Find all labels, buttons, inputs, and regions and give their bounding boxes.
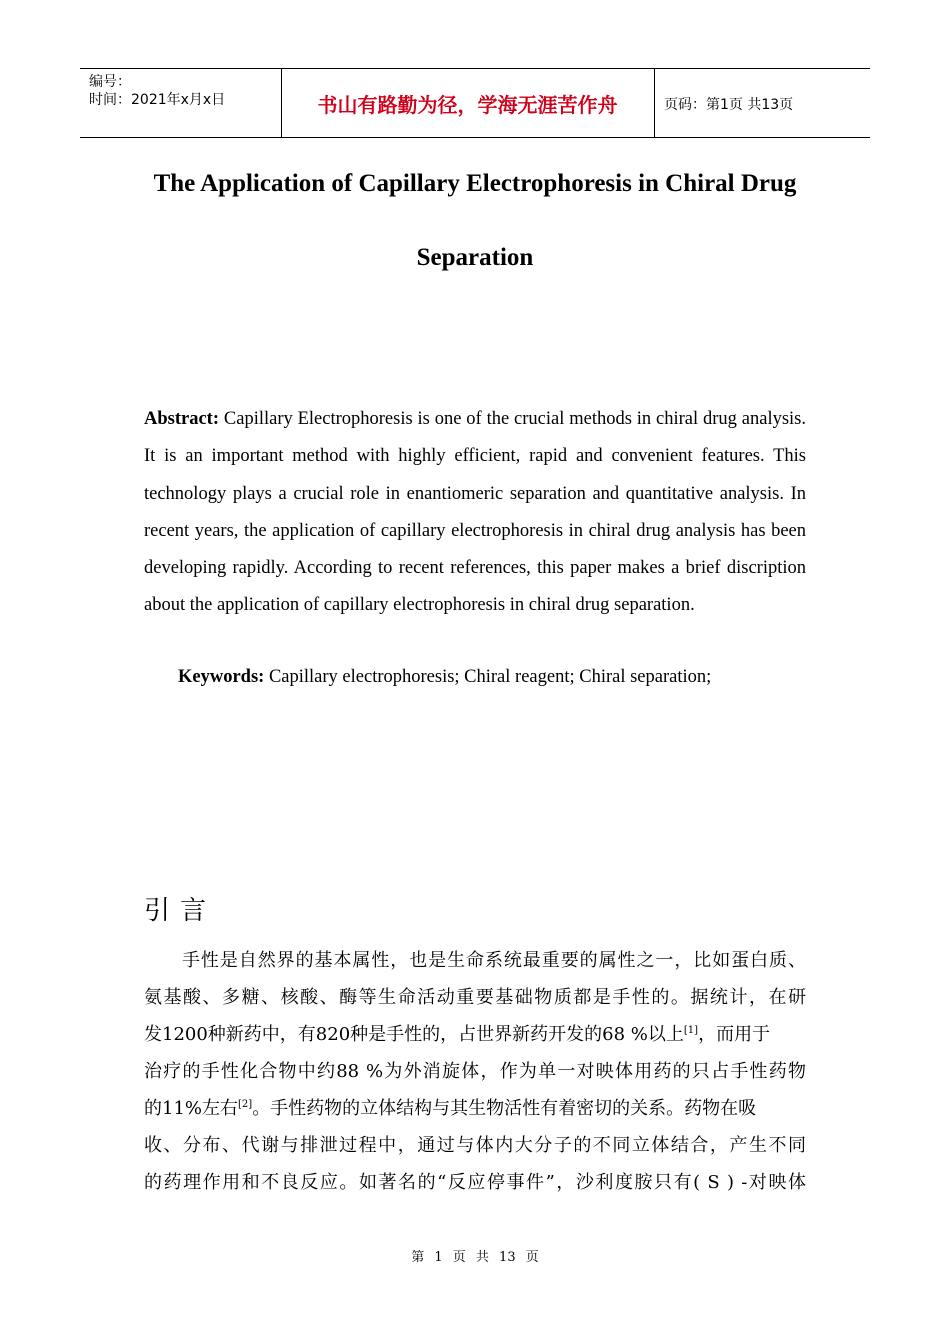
header-page-info: 页码：第1页 共13页 <box>664 97 794 113</box>
doc-number-label: 编号： <box>89 74 131 90</box>
body-line-6: 收、分布、代谢与排泄过程中，通过与体内大分子的不同立体结合，产生不同 <box>144 1135 806 1156</box>
body-line-1: 手性是自然界的基本属性，也是生命系统最重要的属性之一，比如蛋白质、 <box>182 950 806 971</box>
abstract-paragraph <box>144 401 806 625</box>
abstract-text: Capillary Electrophoresis is one of the crucial methods in chiral drug analysis. It is an important method with highly efficient, rapid and convenient features. This technology plays a crucial role in enantiomeric separation and quantitative analysis. In recent years, the application of capillary electrophoresis in chiral drug analysis has been developing rapidly. According to recent references, this paper makes a brief discription about the application of capillary electrophoresis in chiral drug separation. <box>144 409 807 616</box>
section-heading: 引言 <box>144 896 217 926</box>
header-middle-cell <box>281 69 655 137</box>
keywords-line <box>178 660 711 694</box>
reference-1: [1] <box>683 1025 699 1036</box>
body-line-5-tail: 。手性药物的立体结构与其生物活性有着密切的关系。药物在吸 <box>252 1098 757 1119</box>
header-motto: 书山有路勤为径，学海无涯苦作舟 <box>317 93 618 117</box>
reference-2: [2] <box>238 1099 253 1110</box>
header-left-cell <box>80 69 282 137</box>
date-label: 时间：2021年x月x日 <box>89 92 226 108</box>
keywords-text: Capillary electrophoresis; Chiral reagent; Chiral separation; <box>268 667 712 687</box>
title-line-2: Separation <box>416 244 534 271</box>
body-line-7: 的药理作用和不良反应。如著名的“反应停事件”，沙利度胺只有( S ) -对映体 <box>144 1172 806 1193</box>
title-line-1: The Application of Capillary Electrophoresis in Chiral Drug <box>153 170 797 197</box>
keywords-label: Keywords: <box>178 667 265 687</box>
body-line-3-tail: ，而用于 <box>698 1024 771 1045</box>
abstract-label: Abstract: <box>144 409 220 429</box>
body-line-4: 治疗的手性化合物中约88 %为外消旋体，作为单一对映体用药的只占手性药物 <box>144 1061 806 1082</box>
body-line-5 <box>144 1097 806 1121</box>
body-line-2: 氨基酸、多糖、核酸、酶等生命活动重要基础物质都是手性的。据统计，在研 <box>144 987 806 1008</box>
page-header <box>80 68 870 138</box>
body-line-5-text: 的11%左右 <box>144 1098 239 1119</box>
body-line-3-text: 发1200种新药中，有820种是手性的，占世界新药开发的68 %以上 <box>144 1024 684 1045</box>
body-line-3 <box>144 1023 806 1047</box>
header-right-cell <box>655 69 870 137</box>
page-footer: 第 1 页 共 13 页 <box>411 1250 539 1265</box>
